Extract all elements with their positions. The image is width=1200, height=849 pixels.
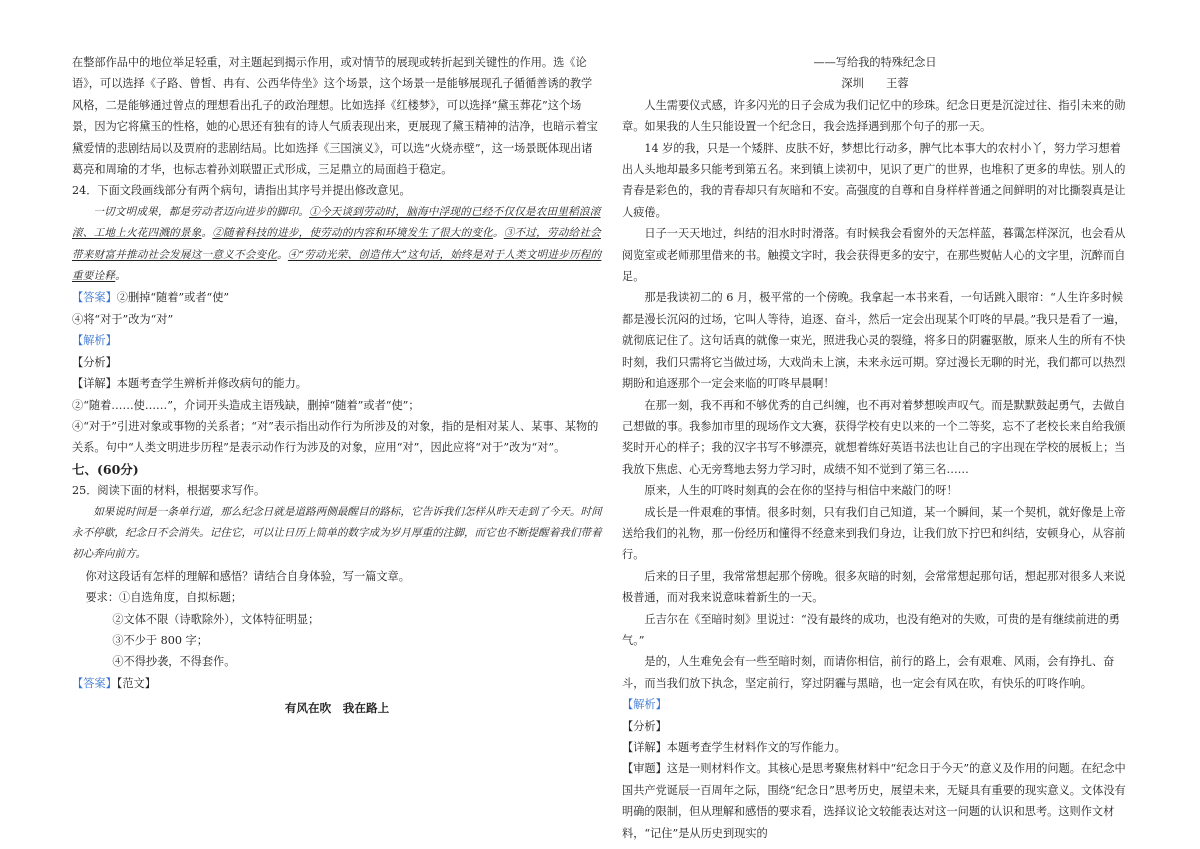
- essay-paragraph: 是的，人生难免会有一些至暗时刻，而请你相信，前行的路上，会有艰难、风雨，会有挣扎、奋斗，而当我们放下执念，坚定前行，穿过阴霾与黑暗，也一定会有风在吹，有快乐的叮咚作响。: [622, 655, 1115, 690]
- detail-1: ②“随着……使……”，介词开头造成主语残缺，删掉“随着”或者“使”；: [72, 398, 420, 412]
- essay-paragraph: 成长是一件艰难的事情。很多时刻，只有我们自己知道，某一个瞬间，某一个契机，就好像是上帝送给我们的礼物，那一份经历和懂得不经意来到我们身边，让我们放下拧巴和纠结，安顿身心，从容前行。: [622, 505, 1126, 562]
- question-25-prompt: 你对这段话有怎样的理解和感悟？请结合自身体验，写一篇文章。: [85, 569, 410, 583]
- underlined-sentence-2: ②随着科技的进步，使劳动的内容和环境发生了很大的变化: [212, 227, 493, 240]
- answer-24-line-2: ④将“对于”改为“对”: [72, 312, 174, 326]
- question-24: 24．下面文段画线部分有两个病句，请指出其序号并提出修改意见。: [72, 184, 411, 198]
- analysis-label: 【分析】: [622, 719, 667, 733]
- essay-paragraph: 后来的日子里，我常常想起那个傍晚。很多灰暗的时刻，会常常想起那句话，想起那对很多人来说极普通，而对我来说意味着新生的一天。: [622, 569, 1126, 605]
- essay-paragraph: 原来，人生的叮咚时刻真的会在你的坚持与相信中来敲门的呀！: [644, 484, 958, 498]
- question-24-text: 一切文明成果，都是劳动者迈向进步的脚印。①今天谈到劳动时，脑海中浮现的已经不仅仅是农田里稻浪滚滚、工地上火花四溅的景象。②随着科技的进步，使劳动的内容和环境发生了很大的变化。③不过，劳动给社会带来财富并推动社会发展这一意义不会变化。④“劳动光荣、创造伟大”这句话，始终是对于人类文明进步历程的重要诠释。: [72, 205, 602, 283]
- detail-2: ④“对于”引进对象或事物的关系者；“对”表示指出动作行为所涉及的对象，指的是相对某人、某事、某物的关系。句中“人类文明进步历程”是表示动作行为涉及的对象，应用“对”，因此应将“对于”改为“对”。: [72, 419, 599, 455]
- requirement-1: 要求：①自选角度，自拟标题；: [85, 591, 243, 605]
- sample-essay-label: 【答案】【范文】: [72, 676, 156, 690]
- answer-tag: 【答案】: [72, 291, 117, 305]
- topic-review: 【审题】这是一则材料作文。其核心是思考聚焦材料中“纪念日于今天”的意义及作用的问题。在纪念中国共产党诞辰一百周年之际，围绕“纪念日”思考历史，展望未来，无疑具有重要的现实意义。文体没有明确的限制，但从理解和感悟的要求看，选择议论文较能表达对这一问题的认识和思考。这则作文材料，“记住”是从历史到现实的: [622, 762, 1126, 840]
- question-25-material: 如果说时间是一条单行道，那么纪念日就是道路两侧最醒目的路标，它告诉我们怎样从昨天走到了今天。时间永不停歇，纪念日不会消失。记住它，可以让日历上简单的数字成为岁月厚重的注脚，而它也不断提醒着我们带着初心奔向前方。: [72, 505, 602, 561]
- requirement-3: ③不少于 800 字；: [112, 633, 208, 647]
- underlined-sentence-3: ③不过，劳动给社会带来财富并推动社会发展这一意义不会变化: [72, 227, 601, 261]
- underlined-sentence-1: ①今天谈到劳动时，脑海中浮现的已经不仅仅是农田里稻浪滚滚、工地上火花四溅的景象: [72, 205, 601, 240]
- essay-paragraph: 人生需要仪式感，许多闪光的日子会成为我们记忆中的珍珠。纪念日更是沉淀过往、指引未来的勋章。如果我的人生只能设置一个纪念日，我会选择遇到那个句子的那一天。: [622, 98, 1126, 134]
- essay-paragraph: 日子一天天地过，纠结的泪水时时滑落。有时候我会看窗外的天怎样蓝，暮霭怎样深沉，也会看从阅览室或老师那里借来的书。触摸文字时，我会获得更多的安宁，在那些熨帖人心的文字里，沉醉而自足。: [622, 227, 1126, 284]
- essay-paragraph: 14 岁的我，只是一个矮胖、皮肤不好，梦想比行动多，脾气比本事大的农村小丫，努力学习想着出人头地却最多只能考到第五名。来到镇上读初中，见识了更广的世界，也堆积了更多的卑怯。别人的青春是彩色的，我的青春却只有灰暗和不安。高强度的自尊和自身样样普通之间鲜明的对比撕裂真是让人疲倦。: [622, 141, 1126, 219]
- left-paragraph-1: 在整部作品中的地位举足轻重，对主题起到揭示作用，或对情节的展现或转折起到关键性的作用。选《论语》，可以选择《子路、曾皙、冉有、公西华侍坐》这个场景，这个场景一是能够展现孔子循循善诱的教学风格，二是能够通过曾点的理想看出孔子的政治理想。比如选择《红楼梦》，可以选择“黛玉葬花”这个场景，因为它将黛玉的性格，她的心思还有独有的诗人气质表现出来，更展现了黛玉精神的洁净，也暗示着宝黛爱情的悲剧结局以及贾府的悲剧结局。比如选择《三国演义》，可以选“火烧赤壁”，这一场景既体现出诸葛亮和周瑜的才华，也标志着孙刘联盟正式形成，三足鼎立的局面趋于稳定。: [72, 56, 598, 177]
- essay-paragraph: 丘吉尔在《至暗时刻》里说过：“没有最终的成功，也没有绝对的失败，可贵的是有继续前进的勇气。”: [622, 612, 1120, 647]
- essay-paragraph: 那是我读初二的 6 月，极平常的一个傍晚。我拿起一本书来看，一句话跳入眼帘：“人生许多时候都是漫长沉闷的过场，它叫人等待，追逐、奋斗，然后一定会出现某个叮咚的早晨。”我只是看了一遍，就彻底记住了。这句话真的就像一束光，照进我心灵的裂缝，将多日的阴霾驱散，原来人生的所有不快时刻，我们只需将它当做过场，大戏尚未上演，未来永远可期。穿过漫长无聊的时光，我们都可以热烈期盼和追逐那个一定会来临的叮咚早晨啊！: [622, 291, 1126, 391]
- analysis-tag: 【解析】: [72, 334, 117, 348]
- essay-paragraph: 在那一刻，我不再和不够优秀的自己纠缠，也不再对着梦想唉声叹气。而是默默鼓起勇气，去做自己想做的事。我参加市里的现场作文大赛，获得学校有史以来的一个二等奖，忘不了老校长来自给我颁奖时开心的样子；我的汉字书写不够漂亮，就想着练好英语书法也让自己的字出现在学校的展板上；当我放下焦虑、心无旁骛地去努力学习时，成绩不知不觉到了第三名……: [622, 398, 1126, 476]
- underlined-sentence-4: ④“劳动光荣、创造伟大”这句话，始终是对于人类文明进步历程的重要诠释: [72, 248, 602, 283]
- essay-author: 深圳 王蓉: [841, 77, 909, 91]
- requirement-2: ②文体不限（诗歌除外），文体特征明显；: [112, 612, 320, 626]
- analysis-label: 【分析】: [72, 355, 117, 369]
- analysis-tag: 【解析】: [622, 698, 667, 712]
- essay-subtitle: ——写给我的特殊纪念日: [813, 56, 937, 69]
- left-column: [72, 52, 602, 720]
- essay-title: 有风在吹 我在路上: [284, 701, 390, 716]
- section-7-heading: 七、(60分): [72, 461, 139, 477]
- detail-label: 【详解】本题考查学生材料作文的写作能力。: [622, 741, 846, 754]
- right-column: [622, 52, 1128, 844]
- question-25: 25．阅读下面的材料，根据要求写作。: [72, 484, 266, 498]
- requirement-4: ④不得抄袭，不得套作。: [112, 655, 236, 669]
- answer-24: 【答案】②删掉“随着”或者“使”: [72, 291, 230, 305]
- detail-label: 【详解】本题考查学生辨析并修改病句的能力。: [72, 377, 307, 391]
